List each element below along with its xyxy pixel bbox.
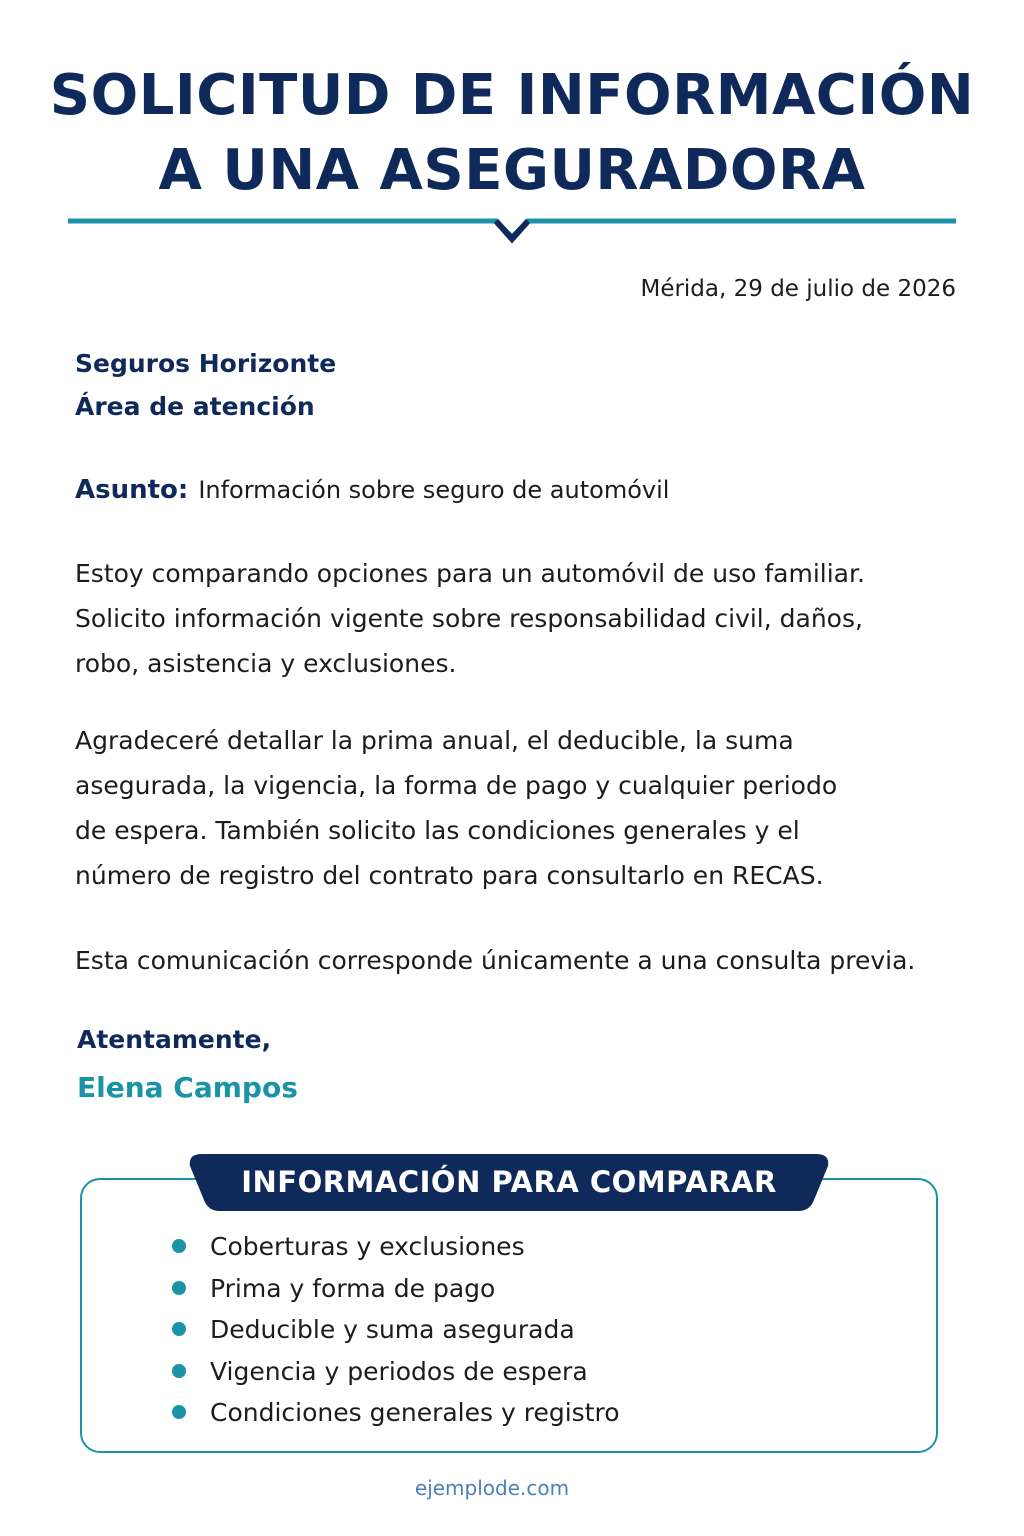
list-item-label: Vigencia y periodos de espera (210, 1356, 588, 1386)
page-title (0, 58, 1024, 208)
list-item-label: Condiciones generales y registro (210, 1398, 620, 1427)
list-item-label: Prima y forma de pago (210, 1273, 496, 1303)
paragraph-1-line: robo, asistencia y exclusiones. (75, 649, 457, 678)
list-item (170, 1351, 620, 1393)
subject-label: Asunto: (75, 475, 189, 505)
recipient-block (75, 342, 336, 428)
paragraph-1-line: Estoy comparando opciones para un automóvil de uso familiar. (75, 559, 865, 588)
bullet-icon (172, 1281, 186, 1295)
bullet-icon (172, 1364, 186, 1378)
list-item (170, 1268, 620, 1310)
recipient-area: Área de atención (75, 392, 315, 421)
list-item-label: Coberturas y exclusiones (210, 1232, 525, 1261)
paragraph-2-line: asegurada, la vigencia, la forma de pago y cualquier periodo (75, 771, 838, 800)
paragraph-2-line: Agradeceré detallar la prima anual, el deducible, la suma (75, 726, 794, 755)
paragraph-1-line: Solicito información vigente sobre responsabilidad civil, daños, (75, 604, 863, 633)
compare-banner (188, 1154, 830, 1211)
paragraph-2 (75, 718, 935, 898)
paragraph-2-line: número de registro del contrato para consultarlo en RECAS. (75, 861, 824, 890)
closing: Atentamente, (77, 1025, 272, 1054)
subject-line (75, 472, 669, 508)
paragraph-1 (75, 551, 935, 686)
signature-name: Elena Campos (77, 1071, 298, 1104)
bullet-icon (172, 1239, 186, 1253)
paragraph-3: Esta comunicación corresponde únicamente a una consulta previa. (75, 946, 916, 975)
footer-site: ejemplode.com (414, 1476, 570, 1500)
bullet-icon (172, 1322, 186, 1336)
list-item-label: Deducible y suma asegurada (210, 1315, 575, 1344)
compare-title: INFORMACIÓN PARA COMPARAR (241, 1165, 777, 1199)
subject-text: Información sobre seguro de automóvil (198, 476, 670, 504)
list-item (170, 1309, 620, 1351)
title-line-2: A UNA ASEGURADORA (158, 138, 866, 203)
bullet-icon (172, 1405, 186, 1419)
paragraph-2-line: de espera. También solicito las condiciones generales y el (75, 816, 800, 845)
letter-date: Mérida, 29 de julio de 2026 (640, 276, 956, 302)
title-divider (68, 208, 956, 248)
title-line-1: SOLICITUD DE INFORMACIÓN (49, 63, 975, 128)
recipient-company: Seguros Horizonte (75, 349, 337, 378)
compare-list (170, 1226, 620, 1434)
list-item (170, 1226, 620, 1268)
list-item (170, 1392, 620, 1434)
